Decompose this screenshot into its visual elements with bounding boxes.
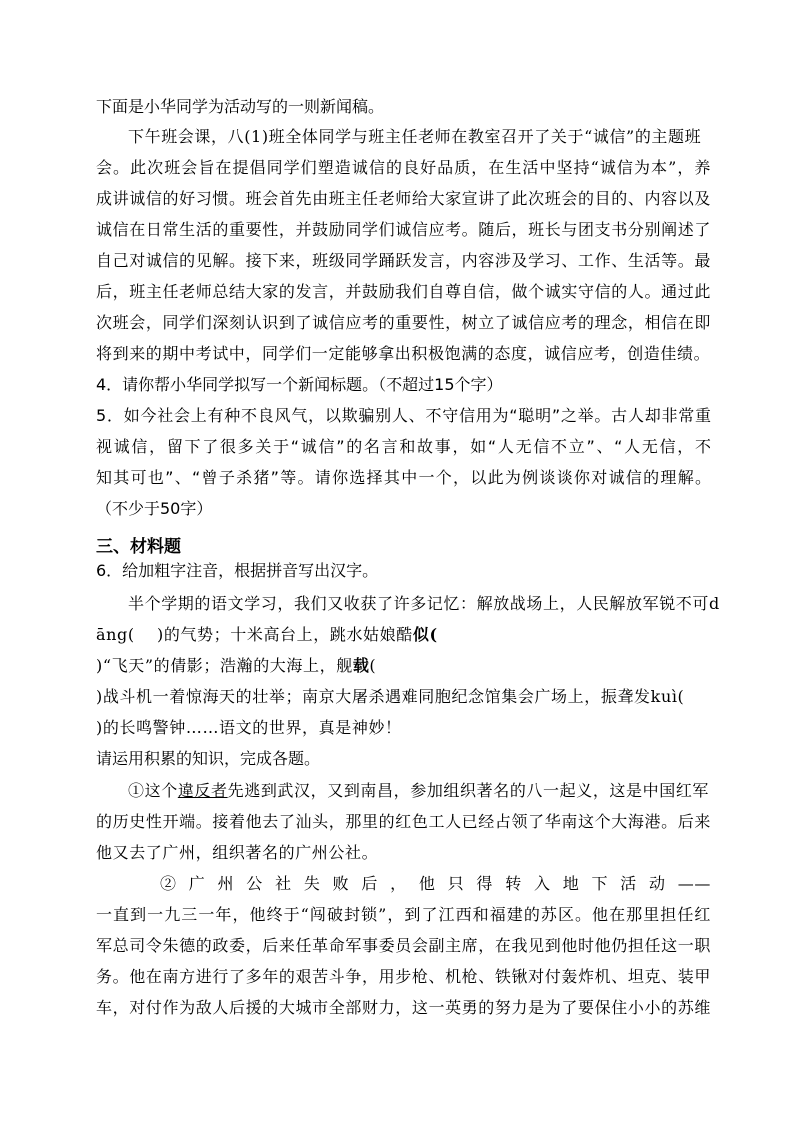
passage-1-line-2: 的历史性开端。接着他去了汕头，那里的红色工人已经占领了华南这个大海港。后来 — [96, 812, 711, 831]
bold-char-zai: 载 — [352, 656, 370, 675]
passage-1-rest: 先逃到武汉，又到南昌，参加组织著名的八一起义，这是中国红军 — [227, 781, 710, 800]
answer-blank-open: ( — [429, 625, 438, 644]
news-line-7: 次班会，同学们深刻认识到了诚信应考的重要性，树立了诚信应考的理念，相信在即 — [96, 313, 711, 332]
material-line-5: )的长鸣警钟……语文的世界，真是神妙！ — [96, 718, 402, 737]
passage-2-line-5: 车，对付作为敌人后援的大城市全部财力，这一英勇的努力是为了要保住小小的苏维 — [96, 998, 711, 1017]
material-line-3 — [96, 655, 711, 677]
passage-1-line-3: 他又去了广州，组织著名的广州公社。 — [96, 843, 379, 862]
question-6: 6．给加粗字注音，根据拼音写出汉字。 — [96, 561, 379, 580]
instruction-line: 请运用积累的知识，完成各题。 — [96, 749, 321, 768]
news-line-1: 下午班会课，八(1)班全体同学与班主任老师在教室召开了关于“诚信”的主题班 — [128, 127, 702, 146]
passage-2-line-3: 军总司令朱德的政委，后来任革命军事委员会副主席，在我见到他时他仍担任这一职 — [96, 936, 711, 955]
material-line-2 — [96, 624, 711, 646]
material-line-3-text: )“飞天”的倩影；浩瀚的大海上，舰 — [96, 656, 353, 675]
passage-2-line-2: 一直到一九三一年，他终于“闯破封锁”，到了江西和福建的苏区。他在那里担任红 — [96, 905, 711, 924]
underlined-word: 違反者 — [177, 781, 228, 800]
passage-2-line-1: ②广州公社失败后，他只得转入地下活动—— — [160, 874, 711, 893]
section-heading: 三、材料题 — [96, 537, 181, 557]
passage-1-lead: ①这个 — [128, 781, 178, 800]
material-line-2-text: āng( )的气势；十米高台上，跳水姑娘酷 — [96, 625, 413, 644]
bold-char-si: 似 — [412, 625, 430, 644]
news-line-8: 将到来的期中考试中，同学们一定能够拿出积极饱满的态度，诚信应考，创造佳绩。 — [96, 344, 711, 363]
news-line-2: 会。此次班会旨在提倡同学们塑造诚信的良好品质，在生活中坚持“诚信为本”，养 — [96, 158, 711, 177]
material-line-4: )战斗机一着惊海天的壮举；南京大屠杀遇难同胞纪念馆集会广场上，振聋发kuì( — [96, 687, 685, 706]
passage-1-line-1 — [128, 780, 711, 802]
intro-line: 下面是小华同学为活动写的一则新闻稿。 — [96, 97, 385, 116]
news-line-5: 自己对诚信的见解。接下来，班级同学踊跃发言，内容涉及学习、工作、生活等。最 — [96, 251, 711, 270]
question-5-line-1: 5．如今社会上有种不良风气，以欺骗别人、不守信用为“聪明”之举。古人却非常重 — [96, 406, 711, 425]
question-5-line-3: 知其可也”、“曾子杀猪”等。请你选择其中一个，以此为例谈谈你对诚信的理解。 — [96, 468, 711, 487]
news-line-3: 成讲诚信的好习惯。班会首先由班主任老师给大家宣讲了此次班会的目的、内容以及 — [96, 189, 711, 208]
answer-blank-open: ( — [369, 656, 377, 675]
passage-2-line-4: 务。他在南方进行了多年的艰苦斗争，用步枪、机枪、铁锹对付轰炸机、坦克、装甲 — [96, 967, 711, 986]
news-line-4: 诚信在日常生活的重要性，并鼓励同学们诚信应考。随后，班长与团支书分别阐述了 — [96, 220, 711, 239]
question-5-line-2: 视诚信，留下了很多关于“诚信”的名言和故事，如“人无信不立”、“人无信，不 — [96, 437, 711, 456]
question-4: 4．请你帮小华同学拟写一个新闻标题。（不超过15个字） — [96, 375, 503, 394]
question-5-line-4: （不少于50字） — [96, 499, 213, 518]
news-line-6: 后，班主任老师总结大家的发言，并鼓励我们自尊自信，做个诚实守信的人。通过此 — [96, 282, 711, 301]
material-line-1: 半个学期的语文学习，我们又收获了许多记忆：解放战场上，人民解放军锐不可d — [128, 594, 720, 613]
